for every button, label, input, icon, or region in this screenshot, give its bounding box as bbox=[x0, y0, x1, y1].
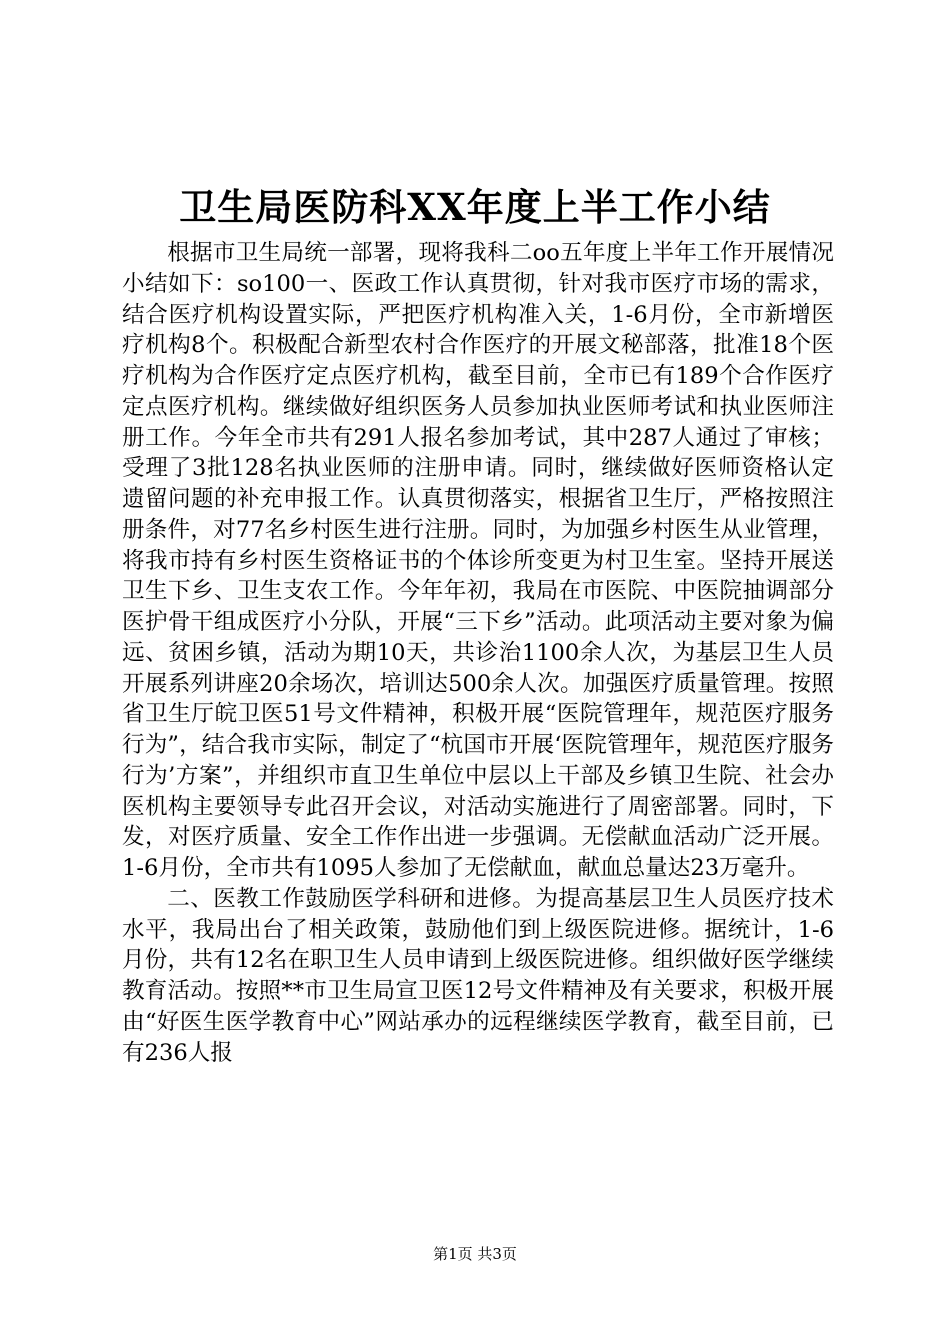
document-body bbox=[122, 238, 834, 1068]
document-title: 卫生局医防科XX年度上半工作小结 bbox=[179, 185, 771, 229]
paragraph-2: 二、医教工作鼓励医学科研和进修。为提高基层卫生人员医疗技术水平，我局出台了相关政策，鼓励他们到上级医院进修。据统计，1-6月份，共有12名在职卫生人员申请到上级医院进修。组织做好医学继续教育活动。按照**市卫生局宣卫医12号文件精神及有关要求，积极开展由“好医生医学教育中心”网站承办的远程继续医学教育，截至目前，已有236人报 bbox=[122, 885, 834, 1066]
paragraph-1: 根据市卫生局统一部署，现将我科二oo五年度上半年工作开展情况小结如下：so100一、医政工作认真贯彻，针对我市医疗市场的需求，结合医疗机构设置实际，严把医疗机构准入关，1-6月份，全市新增医疗机构8个。积极配合新型农村合作医疗的开展文秘部落，批准18个医疗机构为合作医疗定点医疗机构，截至目前，全市已有189个合作医疗定点医疗机构。继续做好组织医务人员参加执业医师考试和执业医师注册工作。今年全市共有291人报名参加考试，其中287人通过了审核；受理了3批128名执业医师的注册申请。同时，继续做好医师资格认定遗留问题的补充申报工作。认真贯彻落实，根据省卫生厅，严格按照注册条件，对77名乡村医生进行注册。同时，为加强乡村医生从业管理，将我市持有乡村医生资格证书的个体诊所变更为村卫生室。坚持开展送卫生下乡、卫生支农工作。今年年初，我局在市医院、中医院抽调部分医护骨干组成医疗小分队，开展“三下乡”活动。此项活动主要对象为偏远、贫困乡镇，活动为期10天，共诊治1100余人次，为基层卫生人员开展系列讲座20余场次，培训达500余人次。加强医疗质量管理。按照省卫生厅皖卫医51号文件精神，积极开展“医院管理年，规范医疗服务行为”，结合我市实际，制定了“杭国市开展‘医院管理年，规范医疗服务行为’方案”，并组织市直卫生单位中层以上干部及乡镇卫生院、社会办医机构主要领导专此召开会议，对活动实施进行了周密部署。同时，下发，对医疗质量、安全工作作出进一步强调。无偿献血活动广泛开展。1-6月份，全市共有1095人参加了无偿献血，献血总量达23万毫升。 bbox=[122, 240, 834, 881]
page-footer: 第1页 共3页 bbox=[433, 1245, 517, 1263]
